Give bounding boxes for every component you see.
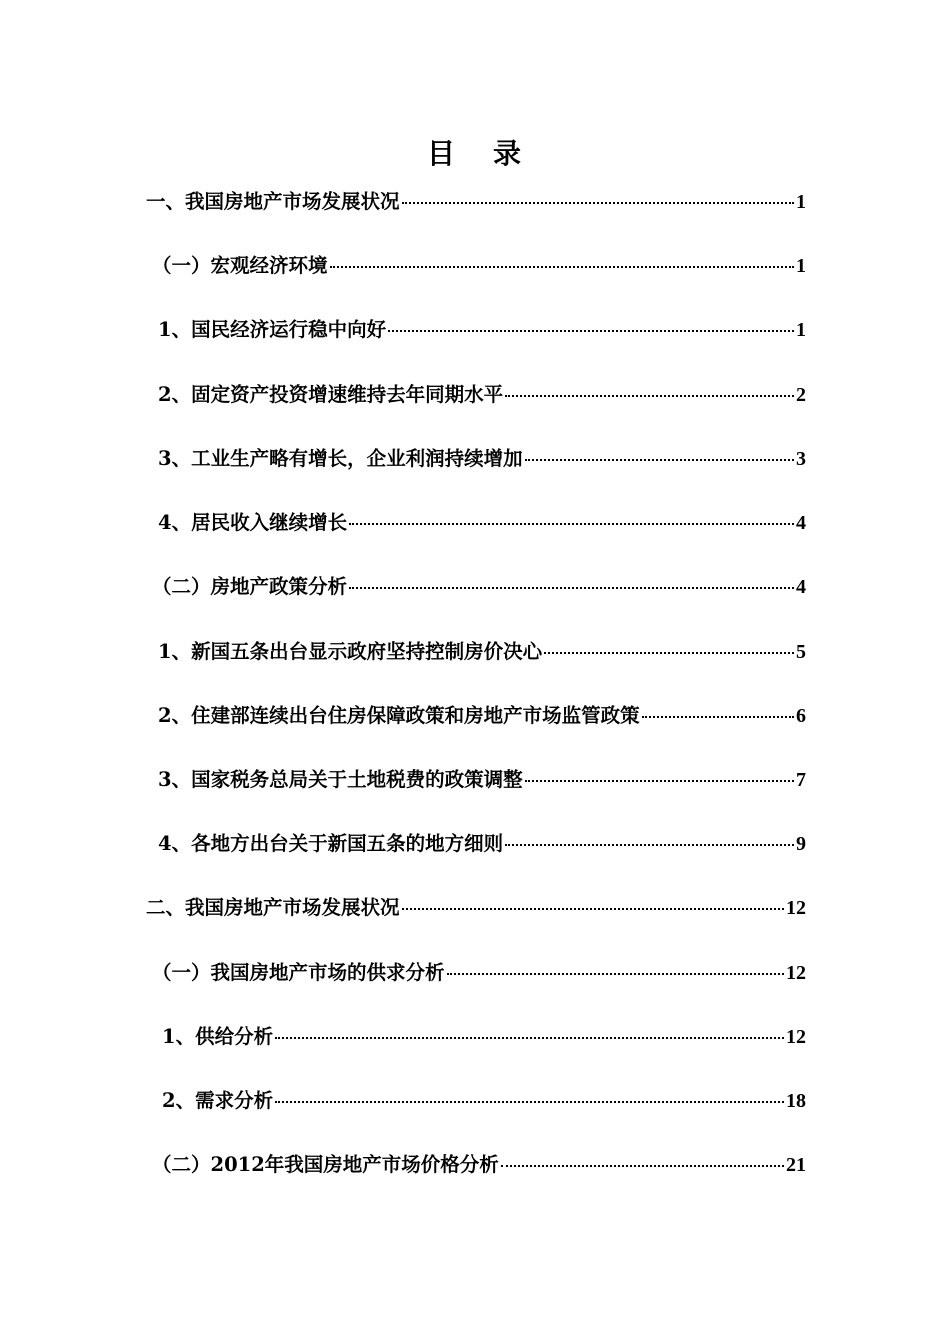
toc-entry-label: 2、固定资产投资增速维持去年同期水平	[158, 383, 504, 406]
toc-entry-leader	[275, 1037, 784, 1039]
toc-entry[interactable]	[146, 186, 806, 226]
toc-entry-leader	[330, 266, 794, 268]
toc-entry-leader	[402, 908, 784, 910]
toc-entry-leader	[642, 716, 794, 718]
toc-entry-leader	[275, 1101, 784, 1103]
toc-entry-label: 3、工业生产略有增长，企业利润持续增加	[158, 447, 523, 470]
toc-entry-leader	[525, 459, 794, 461]
toc-entry-label: 二、我国房地产市场发展状况	[146, 896, 400, 919]
toc-entry[interactable]	[158, 443, 806, 483]
toc-entry-leader	[349, 587, 794, 589]
toc-entry-label: 2、需求分析	[162, 1089, 274, 1112]
toc-entry[interactable]	[162, 1021, 806, 1061]
toc-entry-label: 4、各地方出台关于新国五条的地方细则	[158, 832, 504, 855]
toc-entry[interactable]	[158, 314, 806, 354]
toc-entry[interactable]	[152, 957, 806, 997]
toc-entry-page: 5	[796, 641, 806, 663]
toc-entry-page: 7	[796, 769, 806, 791]
toc-entry-label: 1、国民经济运行稳中向好	[158, 318, 387, 341]
toc-entry-leader	[544, 652, 794, 654]
toc-title	[0, 132, 950, 172]
toc-entry[interactable]	[158, 636, 806, 676]
toc-title-char-1: 目	[426, 137, 457, 170]
toc-entry-leader	[505, 395, 794, 397]
toc-entry-page: 2	[796, 384, 806, 406]
toc-entry-page: 1	[796, 319, 806, 341]
toc-entry-label: 一、我国房地产市场发展状况	[146, 190, 400, 213]
toc-entry-page: 12	[786, 962, 806, 984]
toc-entry-page: 18	[786, 1090, 806, 1112]
toc-entry-page: 9	[796, 833, 806, 855]
toc-entry-leader	[402, 202, 794, 204]
toc-entry[interactable]	[158, 828, 806, 868]
toc-entry-leader	[505, 844, 794, 846]
toc-entry[interactable]	[146, 892, 806, 932]
toc-entry-leader	[447, 973, 784, 975]
toc-entry-leader	[525, 780, 794, 782]
toc-entry-page: 12	[786, 1026, 806, 1048]
toc-entry-leader	[388, 330, 794, 332]
toc-entry-label: （二）房地产政策分析	[152, 575, 348, 598]
toc-entry-page: 3	[796, 448, 806, 470]
toc-entry-label: 1、新国五条出台显示政府坚持控制房价决心	[158, 640, 543, 663]
toc-entry[interactable]	[158, 764, 806, 804]
toc-entry-page: 4	[796, 512, 806, 534]
toc-entry[interactable]	[152, 250, 806, 290]
toc-entry-label: 1、供给分析	[162, 1025, 274, 1048]
toc-entry-leader	[501, 1165, 784, 1167]
toc-entry-page: 4	[796, 576, 806, 598]
toc-entry-label: 4、居民收入继续增长	[158, 511, 348, 534]
toc-entry[interactable]	[152, 571, 806, 611]
toc-entry-label: 3、国家税务总局关于土地税费的政策调整	[158, 768, 523, 791]
toc-entry-leader	[349, 523, 794, 525]
toc-entry-page: 1	[796, 191, 806, 213]
toc-entry-page: 12	[786, 897, 806, 919]
toc-entry-page: 21	[786, 1154, 806, 1176]
toc-entry[interactable]	[162, 1085, 806, 1125]
toc-entry[interactable]	[158, 507, 806, 547]
toc-entry-label: （一）我国房地产市场的供求分析	[152, 961, 445, 984]
toc-entry-page: 1	[796, 255, 806, 277]
toc-entry[interactable]	[158, 379, 806, 419]
toc-entry-page: 6	[796, 705, 806, 727]
toc-entry-label: （一）宏观经济环境	[152, 254, 328, 277]
toc-entry[interactable]	[152, 1149, 806, 1189]
toc-entry-label: 2、住建部连续出台住房保障政策和房地产市场监管政策	[158, 704, 640, 727]
toc-title-char-2: 录	[493, 137, 524, 170]
toc-entry-label: （二）2012年我国房地产市场价格分析	[152, 1153, 499, 1176]
toc-entry[interactable]	[158, 700, 806, 740]
